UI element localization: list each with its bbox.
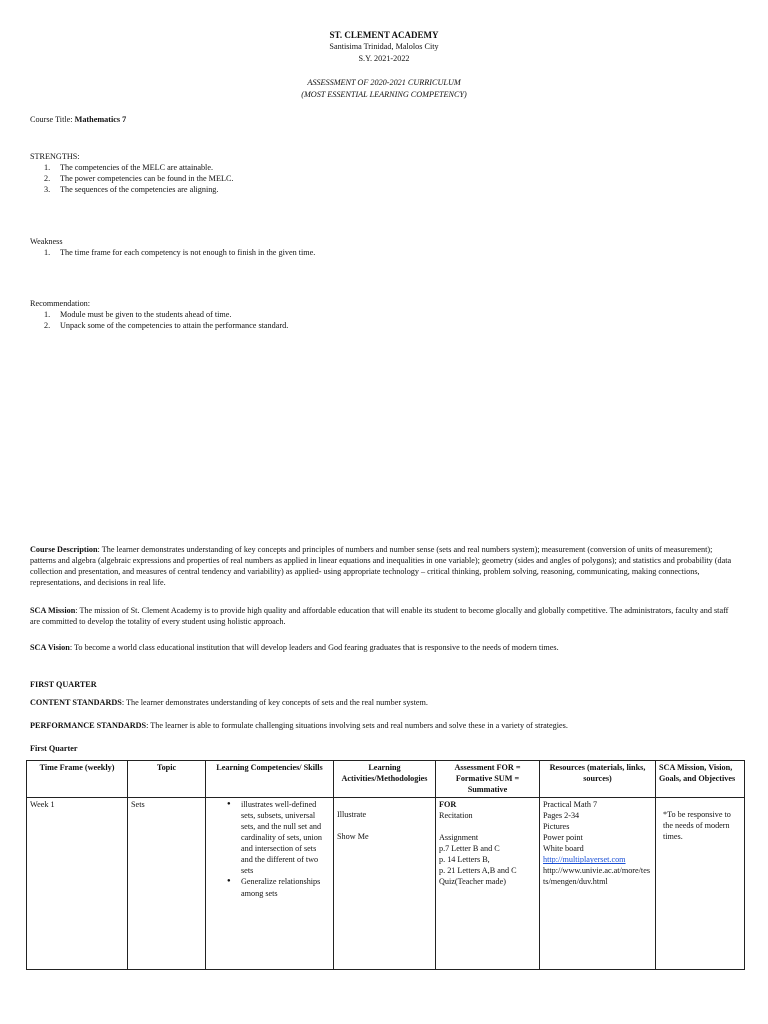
resource-item: Practical Math 7 <box>543 800 598 809</box>
resource-link-plain[interactable]: http://www.univie.ac.at/more/tests/mengen/duv.html <box>543 866 651 887</box>
weakness-section <box>30 236 730 258</box>
sca-cell <box>656 798 745 970</box>
resource-item: Pages 2-34 <box>543 811 580 821</box>
list-item: ● Generalize relationships among sets <box>241 876 330 898</box>
topic-cell: Sets <box>128 798 206 970</box>
sca-note: *To be responsive to the needs of modern times. <box>663 810 731 842</box>
resources-cell <box>540 798 656 970</box>
course-title-value: Mathematics 7 <box>74 115 127 124</box>
list-item: 1. The time frame for each competency is not enough to finish in the given time. <box>44 248 316 258</box>
column-header: Time Frame (weekly) <box>27 761 128 798</box>
first-quarter-heading: FIRST QUARTER <box>30 680 97 689</box>
sca-vision-label: SCA Vision <box>30 643 70 652</box>
content-standards <box>30 697 740 708</box>
list-item: 2. The power competencies can be found in the MELC. <box>44 174 234 184</box>
column-header: Topic <box>128 761 206 798</box>
list-item: 3. The sequences of the competencies are aligning. <box>44 185 219 195</box>
course-description-label: Course Description <box>30 545 98 554</box>
assessment-item: p. 14 Letters B, <box>439 855 490 865</box>
week-cell: Week 1 <box>27 798 128 970</box>
column-header: Learning Competencies/ Skills <box>206 761 334 798</box>
recommendation-list <box>30 309 730 331</box>
doc-title: ASSESSMENT OF 2020-2021 CURRICULUM <box>307 78 461 87</box>
recommendation-section <box>30 298 730 331</box>
performance-standards-text: : The learner is able to formulate challenging situations involving sets and real numbers and solve these in a variety of strategies. <box>146 721 568 730</box>
school-address: Santisima Trinidad, Malolos City <box>329 42 439 51</box>
column-header: Assessment FOR = Formative SUM = Summative <box>436 761 540 798</box>
assessment-item: p.7 Letter B and C <box>439 844 500 854</box>
performance-standards-label: PERFORMANCE STANDARDS <box>30 721 147 730</box>
column-header: SCA Mission, Vision, Goals, and Objectives <box>656 761 745 798</box>
activity-item: Show Me <box>337 832 369 842</box>
doc-subtitle: (MOST ESSENTIAL LEARNING COMPETENCY) <box>301 90 467 99</box>
table-header-row <box>27 761 745 798</box>
assessment-item: Assignment <box>439 833 479 843</box>
assessment-item: Quiz(Teacher made) <box>439 877 506 887</box>
content-standards-text: : The learner demonstrates understanding of key concepts of sets and the real number system. <box>121 698 428 707</box>
resource-item: White board <box>543 844 584 854</box>
curriculum-table <box>26 760 745 970</box>
course-description <box>30 544 740 588</box>
list-item: ● illustrates well-defined sets, subsets, universal sets, and the null set and cardinality of sets, union and intersection of sets and the different of two sets <box>241 799 330 876</box>
sca-vision <box>30 642 740 653</box>
strengths-list <box>30 162 730 195</box>
assessment-item: Recitation <box>439 811 473 821</box>
assessment-cell <box>436 798 540 970</box>
table-row <box>27 798 745 970</box>
column-header: Learning Activities/Methodologies <box>334 761 436 798</box>
recommendation-heading: Recommendation: <box>30 299 91 308</box>
course-title <box>30 114 126 125</box>
first-quarter-subheading: First Quarter <box>30 744 78 753</box>
course-description-text: : The learner demonstrates understanding of key concepts and principles of numbers and number sense (sets and real numbers system); measurement (conversion of units of measurement); patterns and algebra (algebraic expressions and properties of real numbers as applied in linear equations and inequalities in one variable); geometry (sides and angles of polygons); and statistics and probability (data collection and presentation, and measures of central tendency and variability) as applied- using appropriate technology – critical thinking, problem solving, reasoning, communicating, making connections, representations, and decisions in real life. <box>30 545 732 588</box>
strengths-section <box>30 151 730 195</box>
sca-mission-label: SCA Mission <box>30 606 76 615</box>
resource-item: Power point <box>543 833 583 843</box>
resource-link[interactable]: http://multiplayerset.com <box>543 855 626 865</box>
assessment-item: p. 21 Letters A,B and C <box>439 866 517 876</box>
list-item: 2. Unpack some of the competencies to attain the performance standard. <box>44 321 289 331</box>
assessment-head: FOR <box>439 800 457 809</box>
course-title-label: Course Title: <box>30 115 75 124</box>
list-item: 1. The competencies of the MELC are attainable. <box>44 163 213 173</box>
weakness-list <box>30 247 730 258</box>
list-item: 1. Module must be given to the students ahead of time. <box>44 310 232 320</box>
strengths-heading: STRENGTHS: <box>30 152 80 161</box>
sca-vision-text: : To become a world class educational institution that will develop leaders and God fearing graduates that is responsive to the needs of modern times. <box>69 643 559 652</box>
weakness-heading: Weakness <box>30 237 63 246</box>
column-header: Resources (materials, links, sources) <box>540 761 656 798</box>
school-year: S.Y. 2021-2022 <box>358 54 410 63</box>
competencies-cell <box>206 798 334 970</box>
performance-standards <box>30 720 740 731</box>
resource-item: Pictures <box>543 822 570 832</box>
content-standards-label: CONTENT STANDARDS <box>30 698 122 707</box>
sca-mission <box>30 605 740 627</box>
activity-item: Illustrate <box>337 810 367 819</box>
sca-mission-text: : The mission of St. Clement Academy is to provide high quality and affordable education that will enable its student to become glocally and globally competitive. The administrators, faculty and staff are committed to develop the totality of every student using holistic approach. <box>30 606 729 627</box>
activities-cell <box>334 798 436 970</box>
assessment-spacer <box>439 821 536 832</box>
school-name: ST. CLEMENT ACADEMY <box>329 30 439 40</box>
